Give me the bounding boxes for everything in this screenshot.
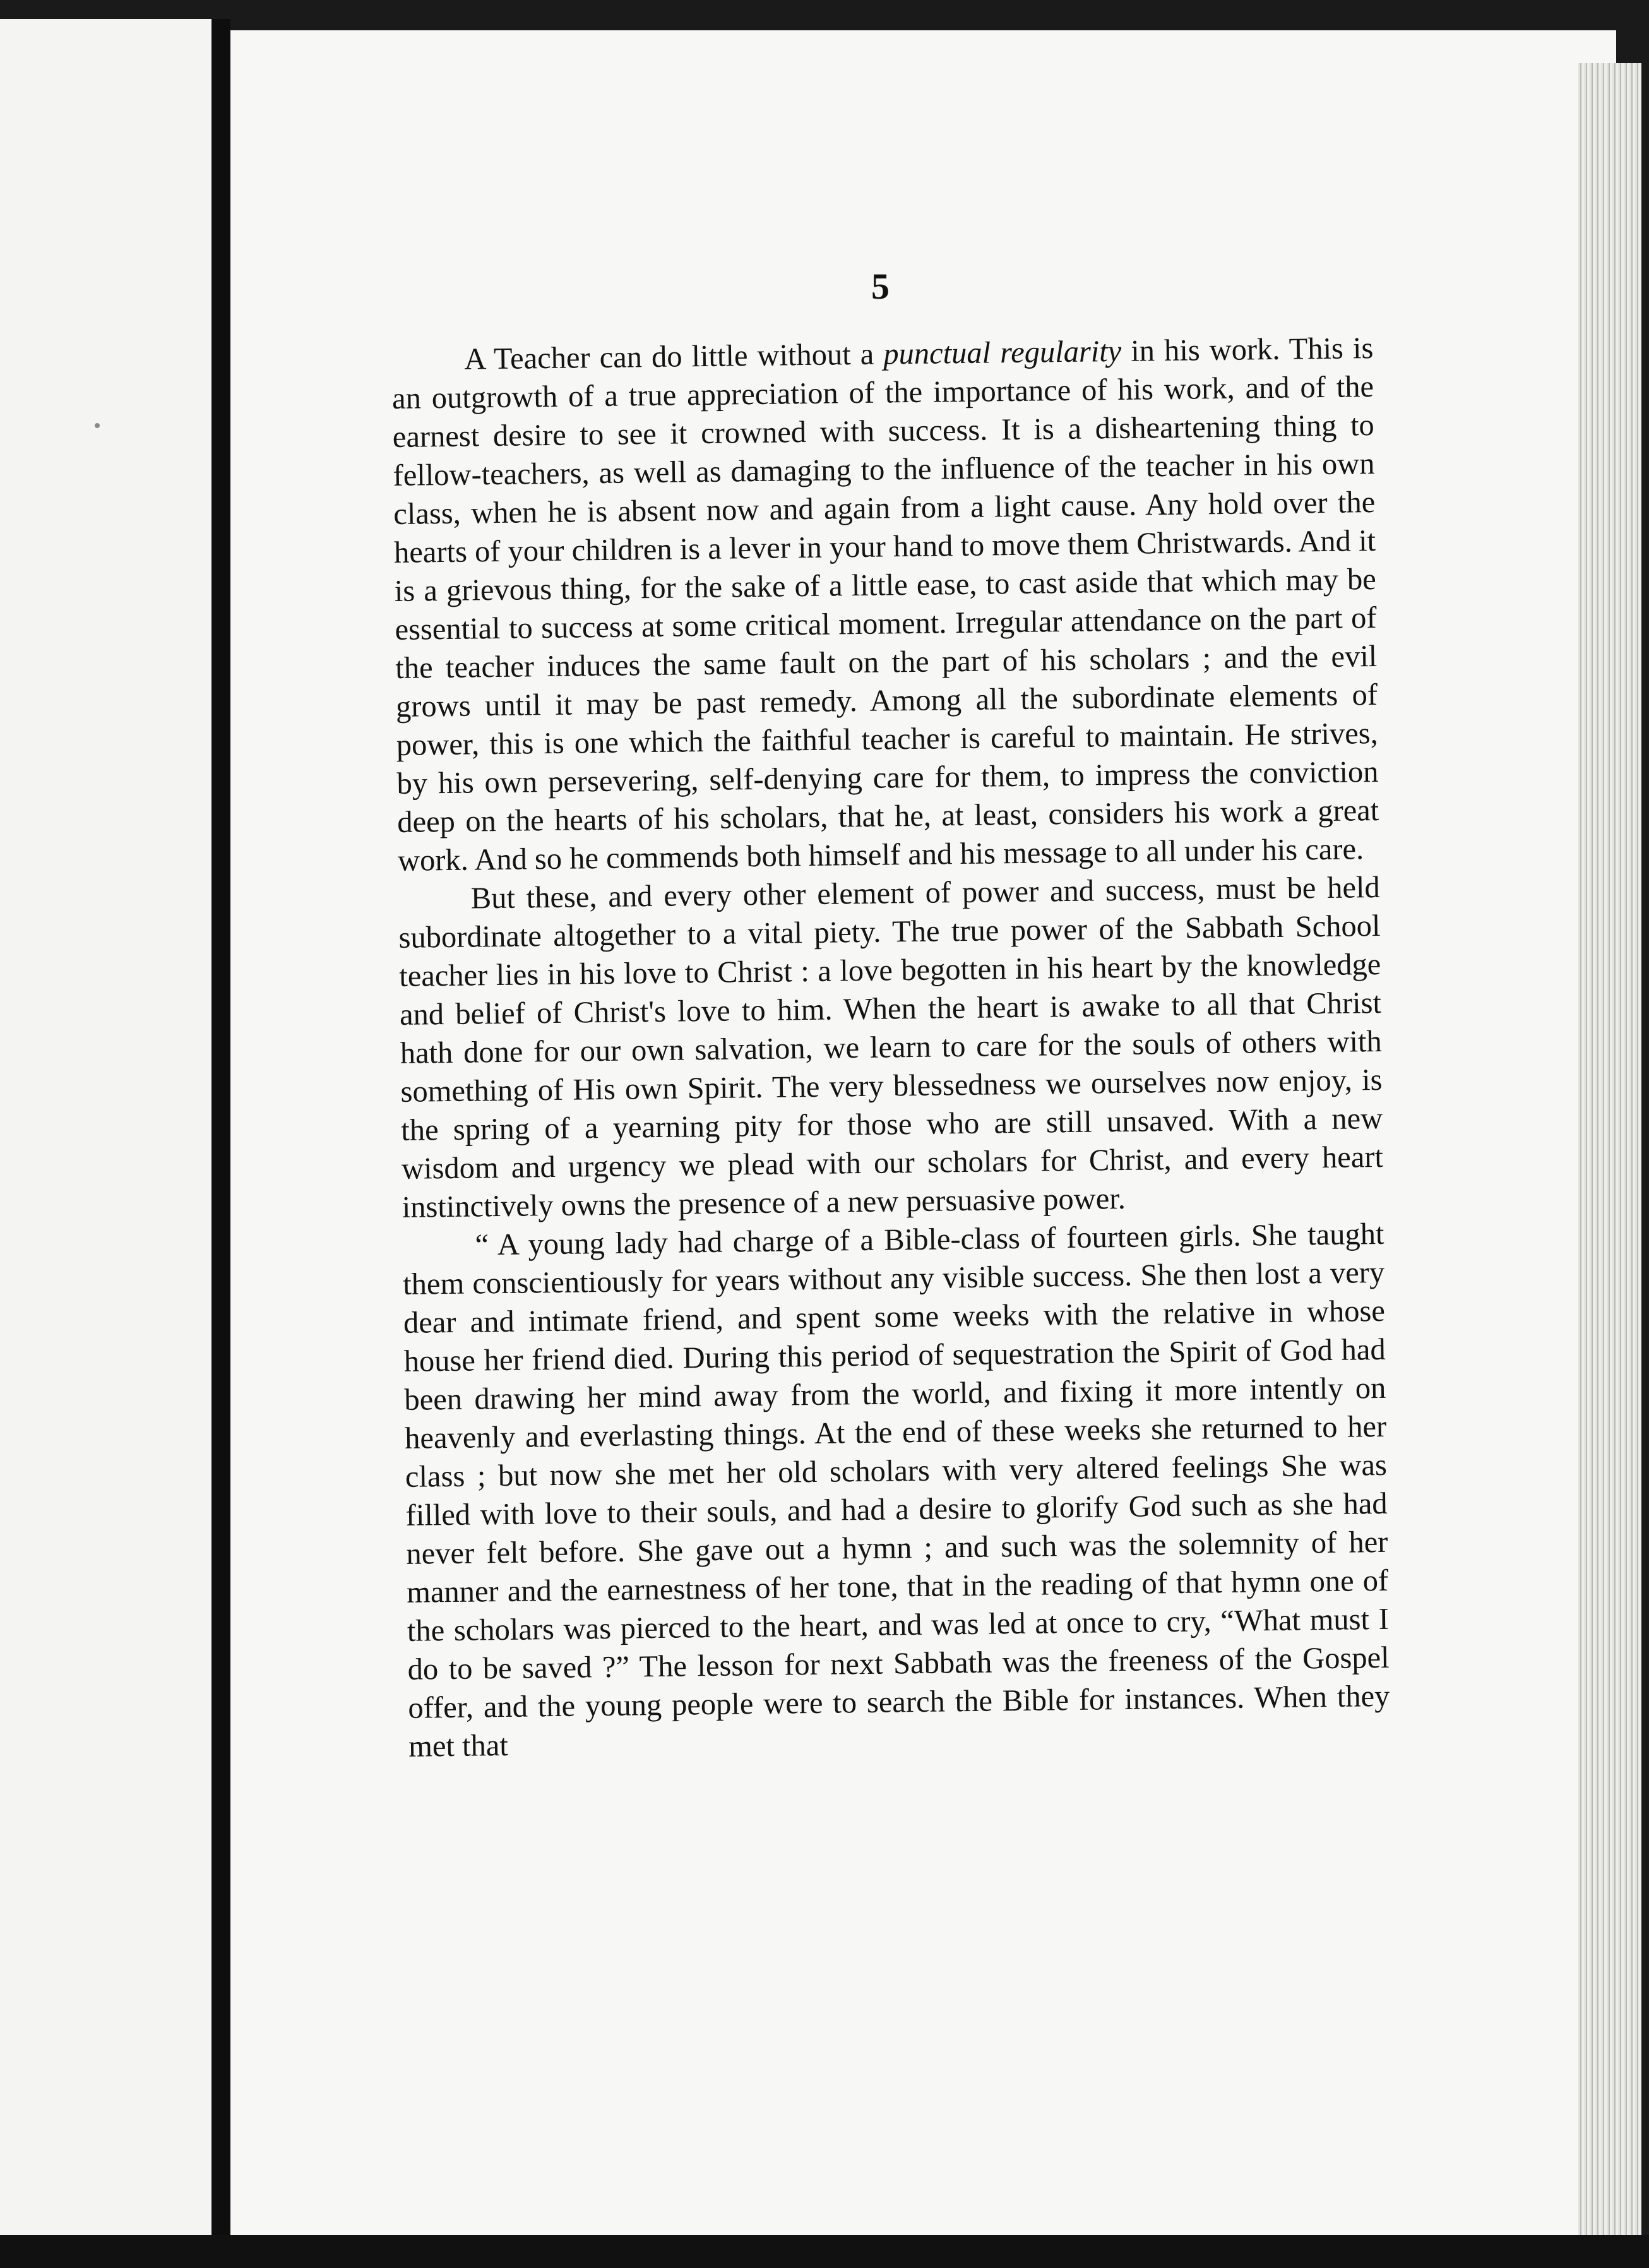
emphasized-phrase: punctual regularity [883, 334, 1122, 371]
page-block-edges [1578, 63, 1641, 2248]
paragraph-vital-piety: But these, and every other element of power and success, must be held subordinate altogether to a vital piety. The true power of the Sabbath School teacher lies in his love to Christ : a love begotten in his heart by the knowledge and belief of Christ's love to him. When the heart is awake to all that Christ hath done for our own salvation, we learn to care for the souls of others with something of His own Spirit. The very blessedness we ourselves now enjoy, is the spring of a yearning pity for those who are still unsaved. With a new wisdom and urgency we plead with our scholars for Christ, and every heart instinctively owns the presence of a new persuasive power. [398, 870, 1384, 1224]
paragraph-text: in his work. This is an outgrowth of a true appreciation of the importance of his work, and of the earnest desire to see it crowned with success. It is a disheartening thing to fellow-teachers, as well as damaging to the influence of the teacher in his own class, when he is absent now and again from a light cause. Any hold over the hearts of your children is a lever in your hand to move them Christwards. And it is a grievous thing, for the sake of a little ease, to cast aside that which may be essential to success at some critical moment. Irregular attendance on the part of the teacher induces the same fault on the part of his scholars ; and the evil grows until it may be past remedy. Among all the subordinate elements of power, this is one which the faithful teacher is careful to maintain. He strives, by his own persevering, self-denying care for them, to impress the conviction deep on the hearts of his scholars, that he, at least, considers his work a great work. And so he commends both himself and his message to all under his care. [391, 331, 1379, 878]
body-text [391, 329, 1390, 1766]
bottom-shadow [0, 2235, 1649, 2268]
paragraph-bible-class-story: “ A young lady had charge of a Bible-class of fourteen girls. She taught them conscientiously for years without any visible success. She then lost a very dear and intimate friend, and spent some weeks with the relative in whose house her friend died. During this period of sequestration the Spirit of God had been drawing her mind away from the world, and fixing it more intently on heavenly and everlasting things. At the end of these weeks she returned to her class ; but now she met her old scholars with very altered feelings She was filled with love to their souls, and had a desire to glorify God such as she had never felt before. She gave out a hymn ; and such was the solemnity of her manner and the earnestness of her tone, that in the reading of that hymn one of the scholars was pierced to the heart, and was led at once to cry, “What must I do to be saved ?” The lesson for next Sabbath was the freeness of the Gospel offer, and the young people were to search the Bible for instances. When they met that [402, 1217, 1390, 1764]
page-number: 5 [871, 266, 890, 307]
binding-gutter [211, 19, 230, 2248]
paragraph-text: A Teacher can do little without a [464, 337, 884, 376]
paragraph-punctual-regularity [391, 329, 1379, 880]
paper-speck [95, 423, 100, 428]
facing-page-edge [0, 19, 211, 2248]
